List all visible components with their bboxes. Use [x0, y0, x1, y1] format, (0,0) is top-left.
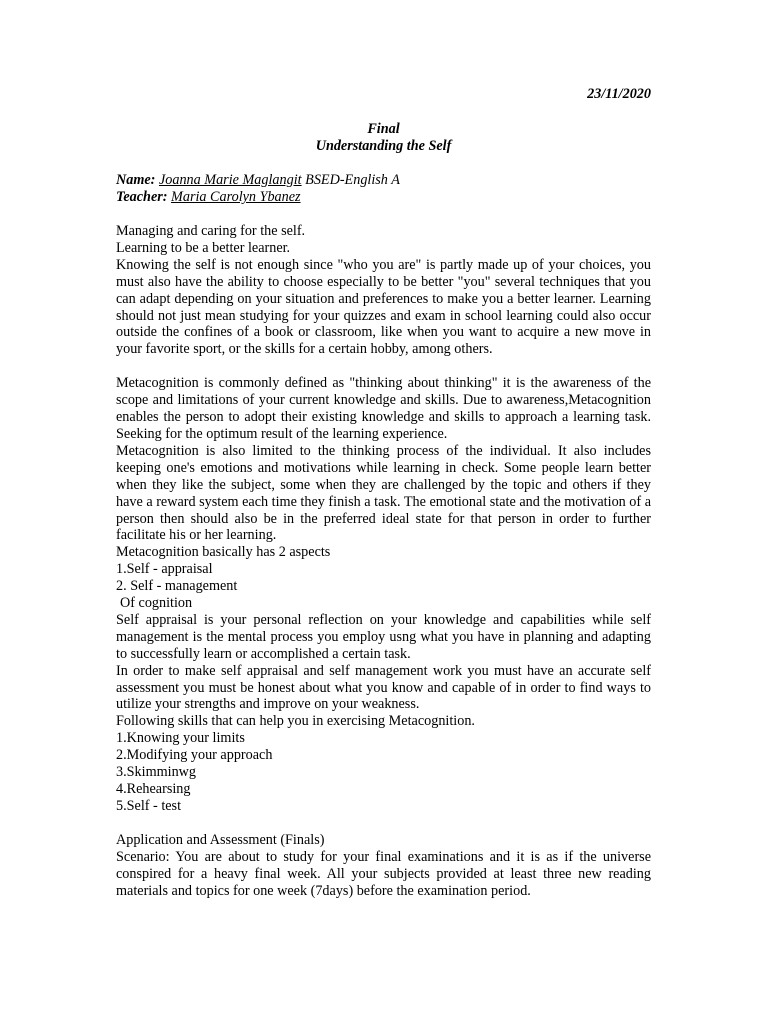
list-item: 2. Self - management	[116, 578, 238, 595]
paragraph-skills-intro: Following skills that can help you in exercising Metacognition.	[116, 713, 475, 730]
paragraph-self-assessment: In order to make self appraisal and self management work you must have an accurate self assessment you must be honest about what you know and capable of in order to find ways to utilize your strengths and improve on your weakness.	[116, 662, 651, 713]
list-item: 1.Knowing your limits	[116, 730, 245, 747]
document-subtitle: Understanding the Self	[315, 138, 452, 154]
document-heading	[116, 121, 651, 155]
document-date: 23/11/2020	[587, 86, 651, 102]
teacher-value: Maria Carolyn Ybanez	[171, 189, 301, 205]
list-item: 4.Rehearsing	[116, 781, 191, 797]
list-item: 3.Skimminwg	[116, 764, 197, 781]
name-line	[116, 172, 651, 189]
paragraph-aspects-intro: Metacognition basically has 2 aspects	[116, 544, 331, 561]
list-item: 5.Self - test	[116, 797, 182, 814]
paragraph-knowing-self: Knowing the self is not enough since "who you are" is partly made up of your choices, you must also have the ability to choose especially to be better "you" several techniques that you can adapt depending on your situation and preferences to make you a better learner. Learning should not just mean studying for your quizzes and exam in school learning could also occur outside the confines of a book or classroom, like when you want to acquire a new move in your favorite sport, or the skills for a certain hobby, among others.	[116, 256, 651, 358]
author-block	[116, 172, 651, 206]
document-title: Final	[367, 121, 400, 137]
paragraph-metacognition-limits: Metacognition is also limited to the thinking process of the individual. It also includes keeping one's emotions and motivations while learning in check. Some people learn better when they like the subject, some when they are challenged by the topic and others if they have a reward system each time they finish a task. The emotional state and the motivation of a person then should also be in the preferred ideal state for that person in order to further facilitate his or her learning.	[116, 442, 651, 544]
name-label: Name:	[116, 172, 156, 188]
list-item: 2.Modifying your approach	[116, 747, 273, 764]
list-item: 1.Self - appraisal	[116, 561, 213, 578]
paragraph-self-appraisal: Self appraisal is your personal reflection on your knowledge and capabilities while self management is the mental process you employ usng what you have in planning and adapting to successfully learn or accomplished a certain task.	[116, 611, 651, 662]
paragraph-application-heading: Application and Assessment (Finals)	[116, 831, 325, 848]
name-value: Joanna Marie Maglangit	[158, 172, 302, 188]
paragraph-learning: Learning to be a better learner.	[116, 239, 291, 256]
paragraph-metacognition-definition: Metacognition is commonly defined as "thinking about thinking" it is the awareness of the scope and limitations of your current knowledge and skills. Due to awareness,Metacognition enables the person to adopt their existing knowledge and skills to approach a learning task. Seeking for the optimum result of the learning experience.	[116, 375, 651, 442]
teacher-label: Teacher:	[116, 189, 168, 205]
paragraph-scenario: Scenario: You are about to study for your final examinations and it is as if the universe conspired for a heavy final week. All your subjects provided at least three new reading materials and topics for one week (7days) before the examination period.	[116, 848, 651, 899]
of-cognition-line: Of cognition	[120, 595, 193, 612]
teacher-line	[116, 189, 651, 206]
paragraph-managing: Managing and caring for the self.	[116, 223, 306, 239]
course-value: BSED-English A	[305, 172, 400, 188]
document-body	[116, 86, 651, 899]
